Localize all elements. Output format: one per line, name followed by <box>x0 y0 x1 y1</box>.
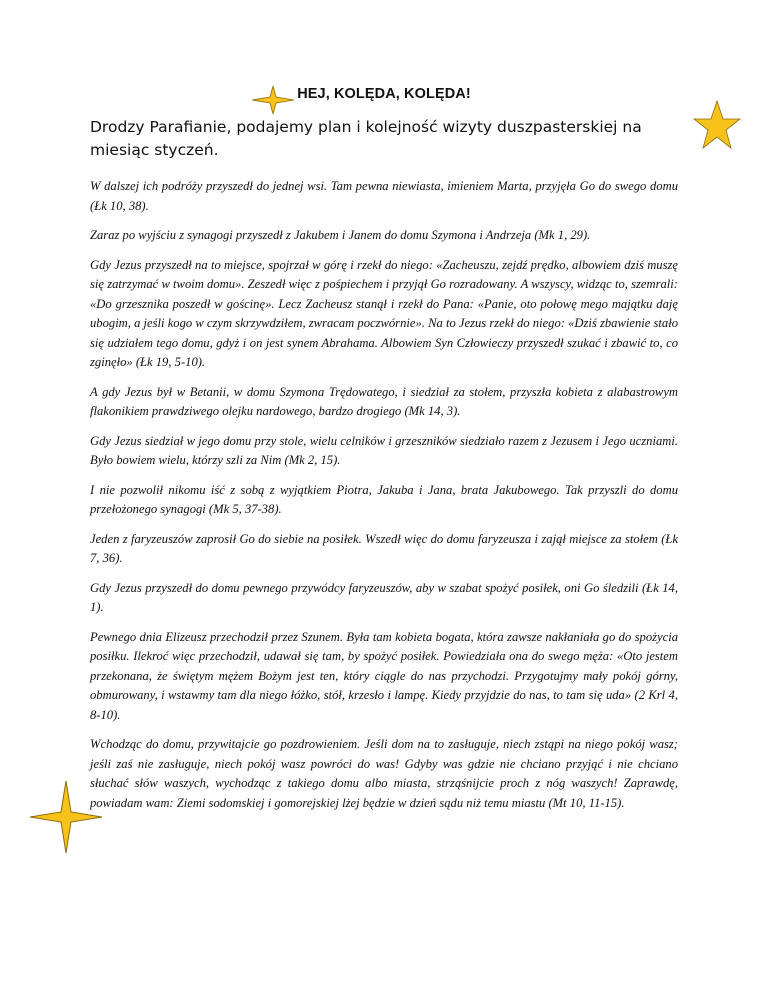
page-title: HEJ, KOLĘDA, KOLĘDA! <box>297 86 471 102</box>
quote-paragraph: Pewnego dnia Elizeusz przechodził przez Szunem. Była tam kobieta bogata, która zawsze nakłaniała go do spożycia posiłku. Ilekroć więc przechodził, udawał się tam, by spożyć posiłek. Powiedziała ona do swego męża: «Oto jestem przekonana, że świętym mężem Bożym jest ten, który ciągle do nas przychodzi. Przygotujmy mały pokój górny, obmurowany, i wstawmy tam dla niego łóżko, stół, krzesło i lampę. Kiedy przyjdzie do nas, to tam się uda» (2 Krl 4, 8-10). <box>90 629 678 722</box>
intro-text: Drodzy Parafianie, podajemy plan i kolejność wizyty duszpasterskiej na miesiąc styczeń. <box>90 118 642 159</box>
quote-paragraph: W dalszej ich podróży przyszedł do jednej wsi. Tam pewna niewiasta, imieniem Marta, przyjęła Go do swego domu (Łk 10, 38). <box>90 179 678 213</box>
quote-paragraph: Zaraz po wyjściu z synagogi przyszedł z Jakubem i Janem do domu Szymona i Andrzeja (Mk 1, 29). <box>90 228 591 242</box>
bottom-star-icon <box>30 781 102 853</box>
quotes-list <box>90 177 678 823</box>
quote-paragraph: Gdy Jezus siedział w jego domu przy stole, wielu celników i grzeszników siedziało razem z Jezusem i Jego uczniami. Było bowiem wielu, którzy szli za Nim (Mk 2, 15). <box>90 433 678 467</box>
quote-paragraph: Gdy Jezus przyszedł na to miejsce, spojrzał w górę i rzekł do niego: «Zacheuszu, zejdź prędko, albowiem dziś muszę się zatrzymać w twoim domu». Zeszedł więc z pośpiechem i przyjął Go rozradowany. A wszyscy, widząc to, szemrali: «Do grzesznika poszedł w gościnę». Lecz Zacheusz stanął i rzekł do Pana: «Panie, oto połowę mego majątku daję ubogim, a jeśli kogo w czym skrzywdziłem, zwracam poczwórnie». Na to Jezus rzekł do niego: «Dziś zbawienie stało się udziałem tego domu, gdyż i on jest synem Abrahama. Albowiem Syn Człowieczy przyszedł szukać i zbawić to, co zginęło» (Łk 19, 5-10). <box>90 257 678 369</box>
quote-paragraph: Gdy Jezus przyszedł do domu pewnego przywódcy faryzeuszów, aby w szabat spożyć posiłek, oni Go śledzili (Łk 14, 1). <box>90 580 678 614</box>
large-star-icon <box>693 100 741 150</box>
quote-paragraph: I nie pozwolił nikomu iść z sobą z wyjątkiem Piotra, Jakuba i Jana, brata Jakubowego. Tak przyszli do domu przełożonego synagogi (Mk 5, 37-38). <box>90 482 678 516</box>
quote-paragraph: Jeden z faryzeuszów zaprosił Go do siebie na posiłek. Wszedł więc do domu faryzeusza i zajął miejsce za stołem (Łk 7, 36). <box>90 531 678 565</box>
quote-paragraph: A gdy Jezus był w Betanii, w domu Szymona Trędowatego, i siedział za stołem, przyszła kobieta z alabastrowym flakonikiem prawdziwego olejku nardowego, bardzo drogiego (Mk 14, 3). <box>90 384 678 418</box>
quote-paragraph: Wchodząc do domu, przywitajcie go pozdrowieniem. Jeśli dom na to zasługuje, niech zstąpi na niego pokój wasz; jeśli zaś nie zasługuje, niech pokój wasz powróci do was! Gdyby was gdzie nie chciano przyjąć i nie chciano słuchać słów waszych, wychodząc z takiego domu albo miasta, strząśnijcie proch z nóg waszych! Zaprawdę, powiadam wam: Ziemi sodomskiej i gomorejskiej lżej będzie w dzień sądu niż temu miastu (Mt 10, 11-15). <box>90 737 678 810</box>
